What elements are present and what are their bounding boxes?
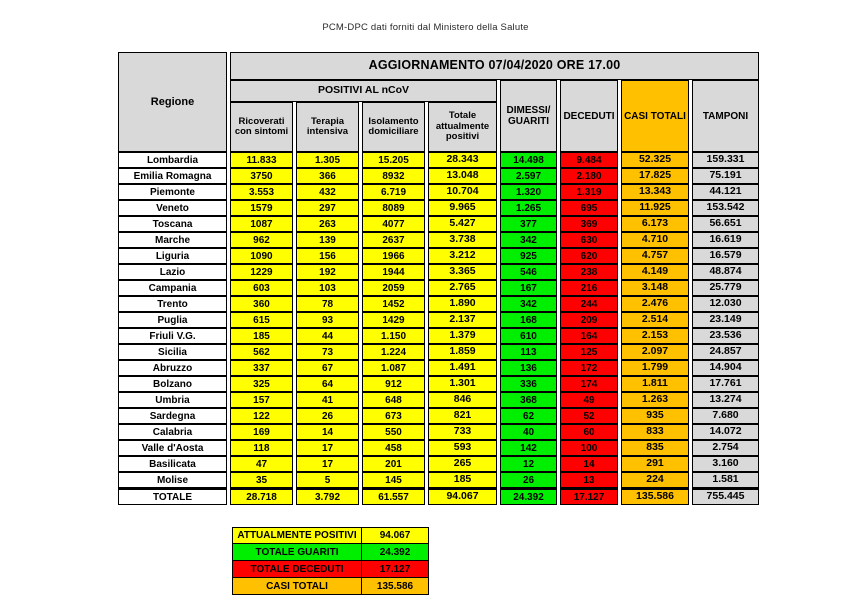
region-name: Valle d'Aosta xyxy=(118,440,227,456)
region-name: Marche xyxy=(118,232,227,248)
data-cell: 3.553 xyxy=(230,184,293,200)
positivi-group-header: POSITIVI AL nCoV xyxy=(230,80,497,102)
data-cell: 1.890 xyxy=(428,296,497,312)
data-cell: 185 xyxy=(428,472,497,488)
data-cell: 2.754 xyxy=(692,440,759,456)
column-header-totale-positivi: Totale attualmente positivi xyxy=(428,102,497,152)
data-cell: 49 xyxy=(560,392,618,408)
covid-regions-table xyxy=(118,52,759,505)
summary-row-value: 135.586 xyxy=(361,577,429,595)
region-name: Liguria xyxy=(118,248,227,264)
data-cell: 846 xyxy=(428,392,497,408)
data-cell: 52.325 xyxy=(621,152,689,168)
total-row-label: TOTALE xyxy=(118,488,227,505)
data-cell: 168 xyxy=(500,312,557,328)
total-data-cell: 17.127 xyxy=(560,488,618,505)
data-cell: 17.761 xyxy=(692,376,759,392)
region-name: Veneto xyxy=(118,200,227,216)
data-cell: 325 xyxy=(230,376,293,392)
data-cell: 1.581 xyxy=(692,472,759,488)
data-cell: 3.212 xyxy=(428,248,497,264)
region-name: Basilicata xyxy=(118,456,227,472)
page-title: PCM-DPC dati forniti dal Ministero della Salute xyxy=(322,22,529,33)
region-name: Puglia xyxy=(118,312,227,328)
data-cell: 630 xyxy=(560,232,618,248)
data-cell: 47 xyxy=(230,456,293,472)
data-cell: 342 xyxy=(500,232,557,248)
data-cell: 40 xyxy=(500,424,557,440)
data-cell: 17 xyxy=(296,456,359,472)
data-cell: 164 xyxy=(560,328,618,344)
data-cell: 2637 xyxy=(362,232,425,248)
data-cell: 24.857 xyxy=(692,344,759,360)
data-cell: 11.925 xyxy=(621,200,689,216)
column-header-dimessi-guariti: DIMESSI/ GUARITI xyxy=(500,80,557,152)
data-cell: 23.149 xyxy=(692,312,759,328)
data-cell: 1.087 xyxy=(362,360,425,376)
data-cell: 12 xyxy=(500,456,557,472)
data-cell: 2.137 xyxy=(428,312,497,328)
region-name: Lazio xyxy=(118,264,227,280)
data-cell: 593 xyxy=(428,440,497,456)
region-name: Toscana xyxy=(118,216,227,232)
data-cell: 3.365 xyxy=(428,264,497,280)
region-name: Lombardia xyxy=(118,152,227,168)
data-cell: 2.153 xyxy=(621,328,689,344)
summary-row-value: 24.392 xyxy=(361,543,429,561)
data-cell: 733 xyxy=(428,424,497,440)
total-data-cell: 28.718 xyxy=(230,488,293,505)
data-cell: 3.738 xyxy=(428,232,497,248)
data-cell: 360 xyxy=(230,296,293,312)
data-cell: 17 xyxy=(296,440,359,456)
data-cell: 62 xyxy=(500,408,557,424)
data-cell: 25.779 xyxy=(692,280,759,296)
data-cell: 48.874 xyxy=(692,264,759,280)
data-cell: 1966 xyxy=(362,248,425,264)
data-cell: 366 xyxy=(296,168,359,184)
data-cell: 297 xyxy=(296,200,359,216)
data-cell: 113 xyxy=(500,344,557,360)
data-cell: 14 xyxy=(296,424,359,440)
data-cell: 13 xyxy=(560,472,618,488)
data-cell: 13.274 xyxy=(692,392,759,408)
data-cell: 1090 xyxy=(230,248,293,264)
data-cell: 78 xyxy=(296,296,359,312)
data-cell: 185 xyxy=(230,328,293,344)
data-cell: 136 xyxy=(500,360,557,376)
data-cell: 139 xyxy=(296,232,359,248)
data-cell: 169 xyxy=(230,424,293,440)
data-cell: 458 xyxy=(362,440,425,456)
data-cell: 263 xyxy=(296,216,359,232)
data-cell: 4.149 xyxy=(621,264,689,280)
data-cell: 546 xyxy=(500,264,557,280)
data-cell: 16.619 xyxy=(692,232,759,248)
data-cell: 122 xyxy=(230,408,293,424)
data-cell: 44.121 xyxy=(692,184,759,200)
data-cell: 1.491 xyxy=(428,360,497,376)
data-cell: 174 xyxy=(560,376,618,392)
data-cell: 610 xyxy=(500,328,557,344)
data-cell: 2.097 xyxy=(621,344,689,360)
data-cell: 7.680 xyxy=(692,408,759,424)
data-cell: 216 xyxy=(560,280,618,296)
column-header-tamponi: TAMPONI xyxy=(692,80,759,152)
data-cell: 3.148 xyxy=(621,280,689,296)
data-cell: 1.859 xyxy=(428,344,497,360)
column-header-isolamento: Isolamento domiciliare xyxy=(362,102,425,152)
data-cell: 648 xyxy=(362,392,425,408)
data-cell: 835 xyxy=(621,440,689,456)
data-cell: 14.904 xyxy=(692,360,759,376)
data-cell: 244 xyxy=(560,296,618,312)
summary-row-label: ATTUALMENTE POSITIVI xyxy=(232,527,362,544)
data-cell: 615 xyxy=(230,312,293,328)
data-cell: 9.484 xyxy=(560,152,618,168)
region-name: Friuli V.G. xyxy=(118,328,227,344)
data-cell: 2.597 xyxy=(500,168,557,184)
data-cell: 9.965 xyxy=(428,200,497,216)
data-cell: 125 xyxy=(560,344,618,360)
data-cell: 1.301 xyxy=(428,376,497,392)
data-cell: 8089 xyxy=(362,200,425,216)
data-cell: 1.224 xyxy=(362,344,425,360)
data-cell: 1452 xyxy=(362,296,425,312)
data-cell: 1.799 xyxy=(621,360,689,376)
data-cell: 93 xyxy=(296,312,359,328)
data-cell: 17.825 xyxy=(621,168,689,184)
data-cell: 100 xyxy=(560,440,618,456)
data-cell: 337 xyxy=(230,360,293,376)
data-cell: 1429 xyxy=(362,312,425,328)
data-cell: 550 xyxy=(362,424,425,440)
data-cell: 1.265 xyxy=(500,200,557,216)
data-cell: 673 xyxy=(362,408,425,424)
data-cell: 13.343 xyxy=(621,184,689,200)
data-cell: 6.719 xyxy=(362,184,425,200)
data-cell: 962 xyxy=(230,232,293,248)
data-cell: 60 xyxy=(560,424,618,440)
data-cell: 52 xyxy=(560,408,618,424)
data-cell: 8932 xyxy=(362,168,425,184)
data-cell: 368 xyxy=(500,392,557,408)
data-cell: 935 xyxy=(621,408,689,424)
region-name: Sicilia xyxy=(118,344,227,360)
update-header: AGGIORNAMENTO 07/04/2020 ORE 17.00 xyxy=(230,52,759,80)
column-header-ricoverati: Ricoverati con sintomi xyxy=(230,102,293,152)
region-name: Campania xyxy=(118,280,227,296)
total-data-cell: 3.792 xyxy=(296,488,359,505)
data-cell: 26 xyxy=(296,408,359,424)
data-cell: 14.498 xyxy=(500,152,557,168)
data-cell: 153.542 xyxy=(692,200,759,216)
data-cell: 562 xyxy=(230,344,293,360)
data-cell: 75.191 xyxy=(692,168,759,184)
data-cell: 26 xyxy=(500,472,557,488)
data-cell: 64 xyxy=(296,376,359,392)
data-cell: 209 xyxy=(560,312,618,328)
region-name: Piemonte xyxy=(118,184,227,200)
data-cell: 201 xyxy=(362,456,425,472)
data-cell: 5 xyxy=(296,472,359,488)
summary-row-label: CASI TOTALI xyxy=(232,577,362,595)
data-cell: 23.536 xyxy=(692,328,759,344)
summary-row-value: 17.127 xyxy=(361,560,429,578)
data-cell: 1.379 xyxy=(428,328,497,344)
data-cell: 73 xyxy=(296,344,359,360)
region-name: Sardegna xyxy=(118,408,227,424)
summary-row-value: 94.067 xyxy=(361,527,429,544)
summary-row-label: TOTALE DECEDUTI xyxy=(232,560,362,578)
region-name: Bolzano xyxy=(118,376,227,392)
data-cell: 56.651 xyxy=(692,216,759,232)
data-cell: 369 xyxy=(560,216,618,232)
data-cell: 1.320 xyxy=(500,184,557,200)
data-cell: 28.343 xyxy=(428,152,497,168)
column-header-terapia-intensiva: Terapia intensiva xyxy=(296,102,359,152)
data-cell: 103 xyxy=(296,280,359,296)
data-cell: 167 xyxy=(500,280,557,296)
data-cell: 145 xyxy=(362,472,425,488)
region-name: Umbria xyxy=(118,392,227,408)
total-data-cell: 135.586 xyxy=(621,488,689,505)
data-cell: 2.514 xyxy=(621,312,689,328)
data-cell: 44 xyxy=(296,328,359,344)
data-cell: 67 xyxy=(296,360,359,376)
data-cell: 1229 xyxy=(230,264,293,280)
data-cell: 1.305 xyxy=(296,152,359,168)
data-cell: 13.048 xyxy=(428,168,497,184)
data-cell: 172 xyxy=(560,360,618,376)
data-cell: 15.205 xyxy=(362,152,425,168)
region-name: Emilia Romagna xyxy=(118,168,227,184)
data-cell: 142 xyxy=(500,440,557,456)
data-cell: 925 xyxy=(500,248,557,264)
data-cell: 695 xyxy=(560,200,618,216)
data-cell: 5.427 xyxy=(428,216,497,232)
region-name: Molise xyxy=(118,472,227,488)
summary-row-label: TOTALE GUARITI xyxy=(232,543,362,561)
data-cell: 1.263 xyxy=(621,392,689,408)
data-cell: 159.331 xyxy=(692,152,759,168)
region-name: Calabria xyxy=(118,424,227,440)
data-cell: 192 xyxy=(296,264,359,280)
data-cell: 291 xyxy=(621,456,689,472)
column-header-casi-totali: CASI TOTALI xyxy=(621,80,689,152)
data-cell: 10.704 xyxy=(428,184,497,200)
data-cell: 1.150 xyxy=(362,328,425,344)
data-cell: 4.710 xyxy=(621,232,689,248)
data-cell: 342 xyxy=(500,296,557,312)
data-cell: 833 xyxy=(621,424,689,440)
data-cell: 603 xyxy=(230,280,293,296)
data-cell: 16.579 xyxy=(692,248,759,264)
data-cell: 157 xyxy=(230,392,293,408)
data-cell: 1087 xyxy=(230,216,293,232)
column-header-deceduti: DECEDUTI xyxy=(560,80,618,152)
data-cell: 6.173 xyxy=(621,216,689,232)
total-data-cell: 755.445 xyxy=(692,488,759,505)
data-cell: 821 xyxy=(428,408,497,424)
data-cell: 912 xyxy=(362,376,425,392)
data-cell: 1944 xyxy=(362,264,425,280)
data-cell: 2.180 xyxy=(560,168,618,184)
data-cell: 620 xyxy=(560,248,618,264)
data-cell: 41 xyxy=(296,392,359,408)
data-cell: 3.160 xyxy=(692,456,759,472)
total-data-cell: 24.392 xyxy=(500,488,557,505)
data-cell: 3750 xyxy=(230,168,293,184)
data-cell: 11.833 xyxy=(230,152,293,168)
region-name: Abruzzo xyxy=(118,360,227,376)
data-cell: 2059 xyxy=(362,280,425,296)
data-cell: 2.765 xyxy=(428,280,497,296)
data-cell: 224 xyxy=(621,472,689,488)
data-cell: 1.319 xyxy=(560,184,618,200)
data-cell: 14.072 xyxy=(692,424,759,440)
data-cell: 2.476 xyxy=(621,296,689,312)
data-cell: 14 xyxy=(560,456,618,472)
data-cell: 156 xyxy=(296,248,359,264)
data-cell: 336 xyxy=(500,376,557,392)
total-data-cell: 94.067 xyxy=(428,488,497,505)
data-cell: 265 xyxy=(428,456,497,472)
data-cell: 238 xyxy=(560,264,618,280)
data-cell: 118 xyxy=(230,440,293,456)
data-cell: 35 xyxy=(230,472,293,488)
data-cell: 1.811 xyxy=(621,376,689,392)
data-cell: 432 xyxy=(296,184,359,200)
region-column-header: Regione xyxy=(118,52,227,152)
total-data-cell: 61.557 xyxy=(362,488,425,505)
data-cell: 4.757 xyxy=(621,248,689,264)
data-cell: 377 xyxy=(500,216,557,232)
data-cell: 4077 xyxy=(362,216,425,232)
region-name: Trento xyxy=(118,296,227,312)
data-cell: 12.030 xyxy=(692,296,759,312)
summary-table xyxy=(232,527,429,595)
data-cell: 1579 xyxy=(230,200,293,216)
